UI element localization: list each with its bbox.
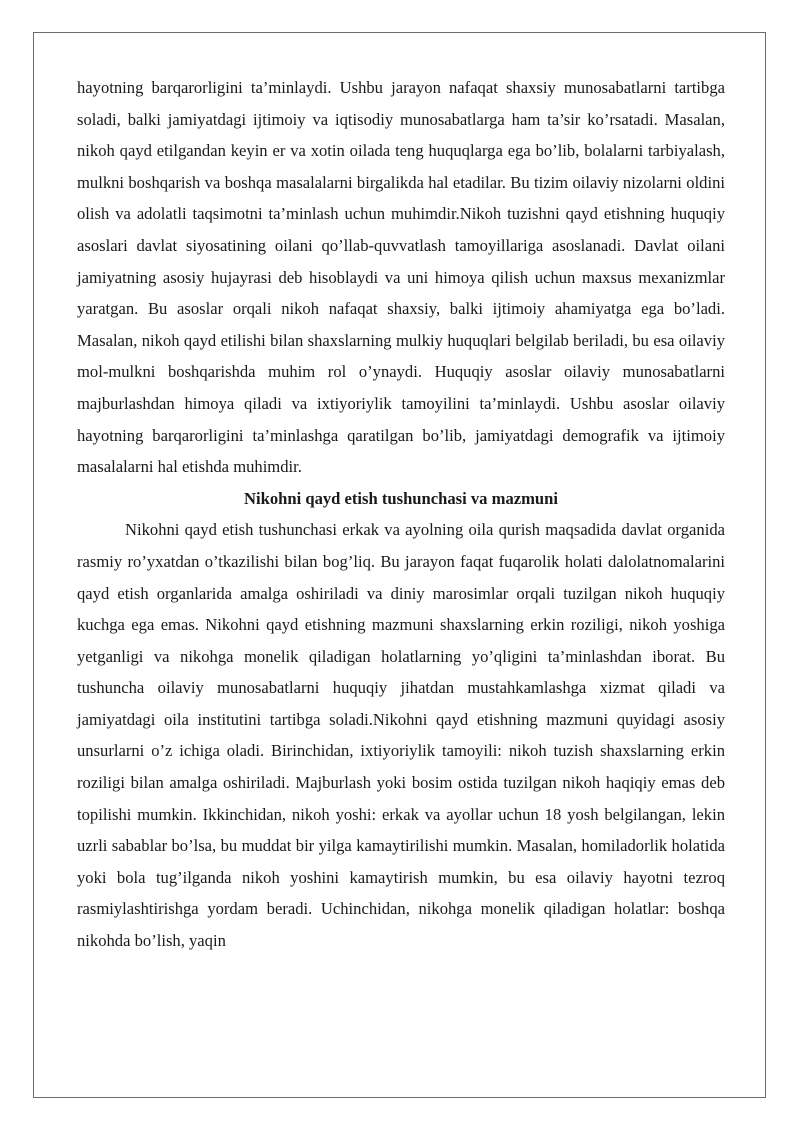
document-body [77,72,725,957]
body-paragraph: Nikohni qayd etish tushunchasi erkak va ayolning oila qurish maqsadida davlat organida rasmiy ro’yxatdan o’tkazilishi bilan bog’liq. Bu jarayon faqat fuqarolik holati dalolatnomalarini qayd etish organlarida amalga oshiriladi va diniy marosimlar orqali tuzilgan nikoh huquqiy kuchga ega emas. Nikohni qayd etishning mazmuni shaxslarning erkin roziligi, nikoh yoshiga yetganligi va nikohga monelik qiladigan holatlarning yo’qligini ta’minlashdan iborat. Bu tushuncha oilaviy munosabatlarni huquqiy jihatdan mustahkamlashga xizmat qiladi va jamiyatdagi oila institutini tartibga soladi.Nikohni qayd etishning mazmuni quyidagi asosiy unsurlarni o’z ichiga oladi. Birinchidan, ixtiyoriylik tamoyili: nikoh tuzish shaxslarning erkin roziligi bilan amalga oshiriladi. Majburlash yoki bosim ostida tuzilgan nikoh haqiqiy emas deb topilishi mumkin. Ikkinchidan, nikoh yoshi: erkak va ayollar uchun 18 yosh belgilangan, lekin uzrli sabablar bo’lsa, bu muddat bir yilga kamaytirilishi mumkin. Masalan, homiladorlik holatida yoki bola tug’ilganda nikoh yoshini kamaytirish mumkin, bu esa oilaviy hayotni tezroq rasmiylashtirishga yordam beradi. Uchinchidan, nikohga monelik qiladigan holatlar: boshqa nikohda bo’lish, yaqin [77,520,725,951]
section-heading: Nikohni qayd etish tushunchasi va mazmuni [244,488,558,508]
body-paragraph: hayotning barqarorligini ta’minlaydi. Ushbu jarayon nafaqat shaxsiy munosabatlarni tartibga soladi, balki jamiyatdagi ijtimoiy va iqtisodiy munosabatlarga ham ta’sir ko’rsatadi. Masalan, nikoh qayd etilgandan keyin er va xotin oilada teng huquqlarga ega bo’lib, bolalarni tarbiyalash, mulkni boshqarish va boshqa masalalarni birgalikda hal etadilar. Bu tizim oilaviy nizolarni oldini olish va adolatli taqsimotni ta’minlash uchun muhimdir.Nikoh tuzishni qayd etishning huquqiy asoslari davlat siyosatining oilani qo’llab-quvvatlash tamoyillariga asoslanadi. Davlat oilani jamiyatning asosiy hujayrasi deb hisoblaydi va uni himoya qilish uchun maxsus mexanizmlar yaratgan. Bu asoslar orqali nikoh nafaqat shaxsiy, balki ijtimoiy ahamiyatga ega bo’ladi. Masalan, nikoh qayd etilishi bilan shaxslarning mulkiy huquqlari belgilab beriladi, bu esa oilaviy mol-mulkni boshqarishda muhim rol o’ynaydi. Huquqiy asoslar oilaviy munosabatlarni majburlashdan himoya qiladi va ixtiyoriylik tamoyilini ta’minlaydi. Ushbu asoslar oilaviy hayotning barqarorligini ta’minlashga qaratilgan bo’lib, jamiyatdagi demografik va ijtimoiy masalalarni hal etishda muhimdir. [77,78,725,477]
